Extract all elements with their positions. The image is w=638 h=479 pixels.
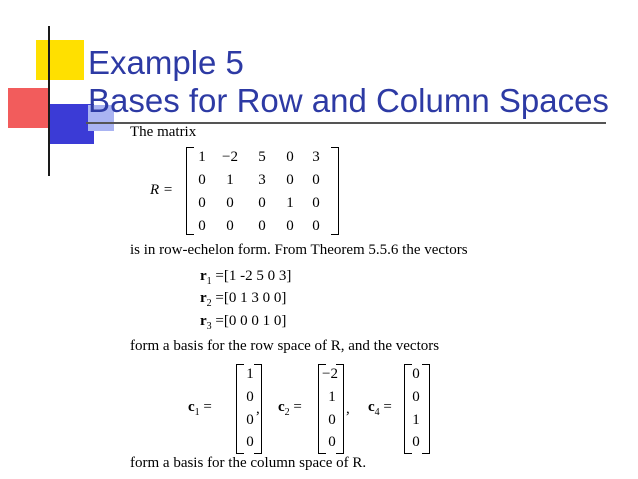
- column-vector-separator: ,: [256, 401, 260, 417]
- matrix-cell: 0: [198, 195, 206, 211]
- column-vector-label: $c_1$ =: [188, 399, 212, 418]
- statement-row-echelon: is in row-echelon form. From Theorem 5.5.6 the vectors: [130, 242, 468, 258]
- matrix-cell: 0: [198, 172, 206, 188]
- matrix-cell: 0: [226, 218, 234, 234]
- matrix-cell: 5: [258, 149, 266, 165]
- column-vector-cell: 0: [412, 434, 420, 450]
- matrix-cell: 0: [226, 195, 234, 211]
- decor-red-square: [8, 88, 50, 128]
- column-vector-label: $c_2$ =: [278, 399, 302, 418]
- matrix-cell: 0: [258, 218, 266, 234]
- column-vector-cell: 0: [412, 366, 420, 382]
- decor-yellow-square: [36, 40, 84, 80]
- matrix-cell: 0: [286, 172, 294, 188]
- matrix-cell: 0: [198, 218, 206, 234]
- column-vector-cell: −2: [322, 366, 338, 382]
- matrix-cell: 0: [312, 172, 320, 188]
- matrix-cell: 0: [312, 195, 320, 211]
- matrix-cell: 0: [312, 218, 320, 234]
- matrix-cell: −2: [222, 149, 238, 165]
- matrix-cell: 1: [286, 195, 294, 211]
- matrix-cell: 0: [258, 195, 266, 211]
- statement-row-space: form a basis for the row space of R, and the vectors: [130, 338, 440, 354]
- matrix-cell: 3: [258, 172, 266, 188]
- matrix-cell: 1: [226, 172, 234, 188]
- matrix-cell: 3: [312, 149, 320, 165]
- row-vector-name: r: [200, 290, 207, 306]
- row-vector-r2: $r_2 =[0$ 1 3 0 0]: [200, 290, 287, 309]
- column-vector-cell: 0: [328, 412, 336, 428]
- column-vector-separator: ,: [346, 401, 350, 417]
- matrix-cell: 1: [198, 149, 206, 165]
- statement-column-space: form a basis for the column space of R.: [130, 455, 367, 471]
- column-vector-cell: 1: [246, 366, 254, 382]
- column-vector-cell: 0: [412, 389, 420, 405]
- row-vector-name: r: [200, 268, 207, 284]
- column-vector-cell: 0: [246, 412, 254, 428]
- row-vector-r3: $r_3 =[0$ 0 0 1 0]: [200, 313, 287, 332]
- intro-text: The matrix: [130, 124, 197, 140]
- decor-vertical-line: [48, 26, 50, 176]
- column-vector-label: $c_4$ =: [368, 399, 392, 418]
- slide-title-line2: Bases for Row and Column Spaces: [88, 82, 609, 119]
- slide-title-line1: Example 5: [88, 44, 244, 81]
- matrix-cell: 0: [286, 149, 294, 165]
- matrix-cell: 0: [286, 218, 294, 234]
- row-vector-r1: $r_1 =[1$ -2 5 0 3]: [200, 268, 292, 287]
- column-vector-cell: 1: [412, 412, 420, 428]
- row-vector-name: r: [200, 313, 207, 329]
- column-vector-cell: 0: [246, 389, 254, 405]
- column-vector-cell: 0: [246, 434, 254, 450]
- matrix-right-bracket: [331, 147, 339, 235]
- column-vector-cell: 1: [328, 389, 336, 405]
- matrix-label: R =: [150, 182, 174, 198]
- column-vector-cell: 0: [328, 434, 336, 450]
